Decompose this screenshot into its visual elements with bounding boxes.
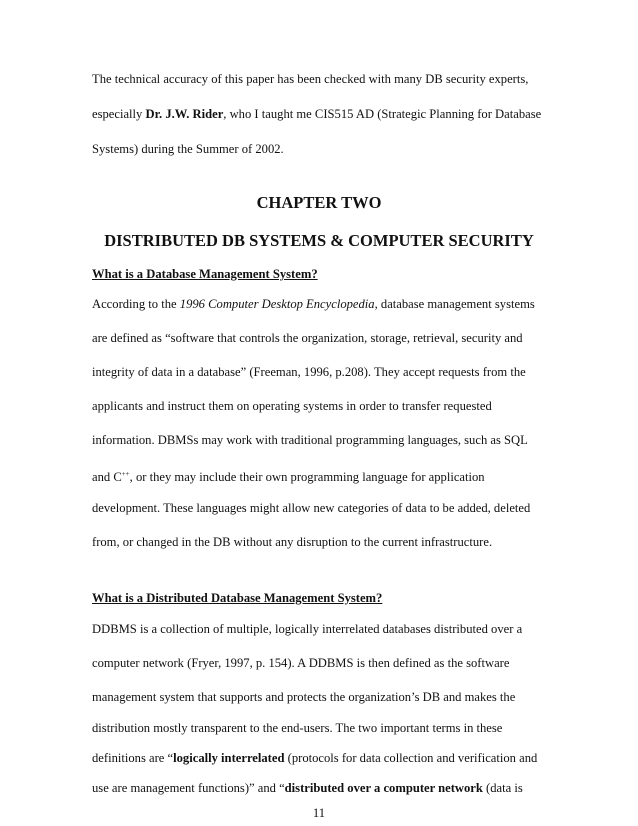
intro-line-2: especially Dr. J.W. Rider, who I taught me CIS515 AD (Strategic Planning for Database	[92, 107, 542, 121]
section2-line-4: distribution mostly transparent to the end-users. The two important terms in these	[92, 721, 503, 735]
intro-line-1: The technical accuracy of this paper has been checked with many DB security experts,	[92, 72, 529, 86]
section1-line-8: from, or changed in the DB without any disruption to the current infrastructure.	[92, 535, 493, 549]
section1-line-7: development. These languages might allow new categories of data to be added, deleted	[92, 501, 531, 515]
chapter-number: CHAPTER TWO	[256, 193, 382, 212]
bold-term-logically: logically interrelated	[173, 751, 285, 765]
section2-line-1: DDBMS is a collection of multiple, logically interrelated databases distributed over a	[92, 622, 523, 636]
section2-line-6: use are management functions)” and “distributed over a computer network (data is	[92, 781, 523, 795]
section1-line-3: integrity of data in a database” (Freeman, 1996, p.208). They accept requests from the	[92, 365, 526, 379]
intro-line-3: Systems) during the Summer of 2002.	[92, 142, 284, 156]
page-number: 11	[312, 806, 326, 820]
bold-term-distributed: distributed over a computer network	[284, 781, 483, 795]
encyclopedia-title: 1996 Computer Desktop Encyclopedia	[179, 297, 375, 311]
section1-line-2: are defined as “software that controls the organization, storage, retrieval, security and	[92, 331, 523, 345]
section1-line-1: According to the 1996 Computer Desktop Encyclopedia, database management systems	[92, 297, 535, 311]
section-heading-ddbms: What is a Distributed Database Management System?	[92, 591, 383, 605]
intro-bold-name: Dr. J.W. Rider	[145, 107, 224, 121]
section-heading-dbms: What is a Database Management System?	[92, 267, 318, 281]
section2-line-2: computer network (Fryer, 1997, p. 154). A DDBMS is then defined as the software	[92, 656, 510, 670]
cplusplus-superscript: ++	[121, 470, 130, 478]
section2-line-3: management system that supports and protects the organization’s DB and makes the	[92, 690, 516, 704]
chapter-title: DISTRIBUTED DB SYSTEMS & COMPUTER SECURITY	[104, 231, 534, 250]
section1-line-6: and C++, or they may include their own programming language for application	[92, 470, 485, 485]
section1-line-5: information. DBMSs may work with traditional programming languages, such as SQL	[92, 433, 528, 447]
section2-line-5: definitions are “logically interrelated (protocols for data collection and verification and	[92, 751, 538, 765]
section1-line-4: applicants and instruct them on operating systems in order to transfer requested	[92, 399, 492, 413]
